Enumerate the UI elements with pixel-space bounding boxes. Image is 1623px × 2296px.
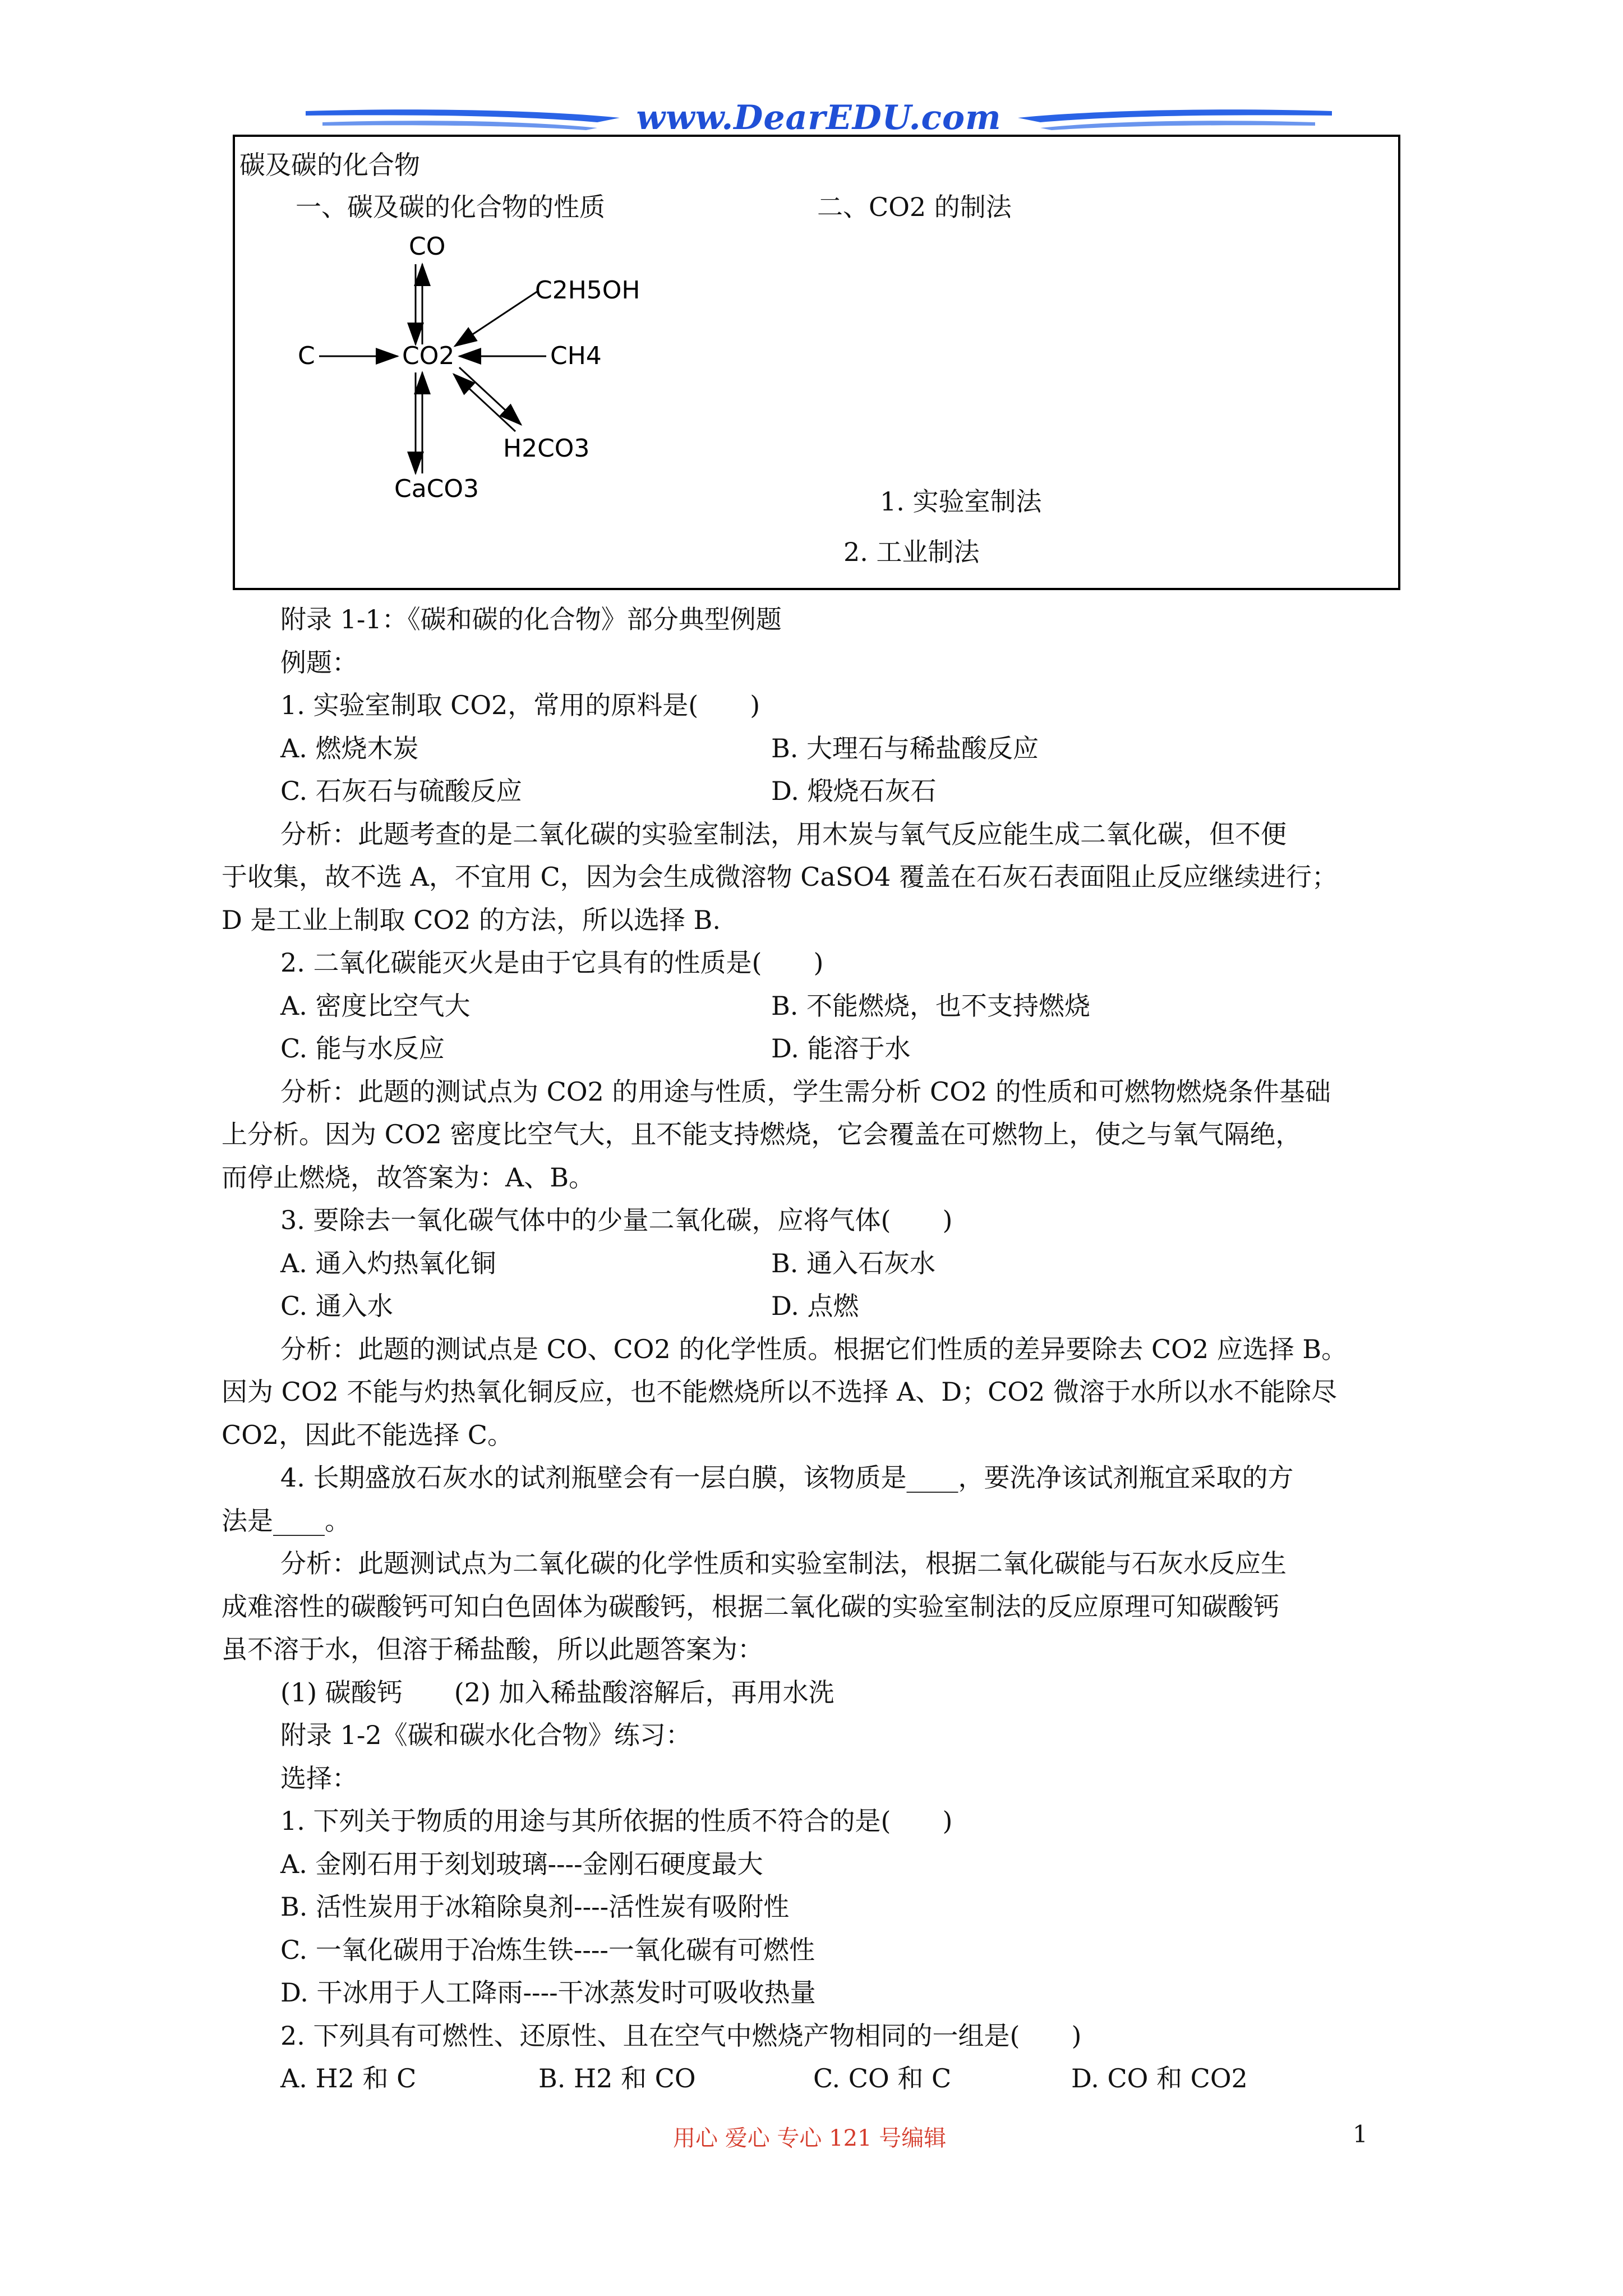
text-line: D 是工业上制取 CO2 的方法，所以选择 B. [222, 904, 721, 935]
box-heading-preparation: 二、CO2 的制法 [817, 192, 1012, 222]
text-line: 分析：此题考查的是二氧化碳的实验室制法，用木炭与氧气反应能生成二氧化碳，但不便 [280, 818, 1287, 849]
site-logo: www.DearEDU.com [636, 98, 1002, 137]
label-c: C [298, 342, 315, 370]
label-h2co3: H2CO3 [503, 434, 590, 463]
text-line: 例题： [280, 647, 358, 678]
footer-text: 用心 爱心 专心 121 号编辑 [673, 2125, 947, 2151]
option-text: C. CO 和 C [813, 2063, 952, 2093]
text-line: 附录 1-1：《碳和碳的化合物》部分典型例题 [280, 604, 782, 634]
label-ch4: CH4 [550, 342, 602, 370]
text-line: 因为 CO2 不能与灼热氧化铜反应，也不能燃烧所以不选择 A、D；CO2 微溶于水所以水不能除尽 [222, 1377, 1337, 1407]
text-line: 选择： [280, 1763, 358, 1793]
text-line: 于收集，故不选 A，不宜用 C，因为会生成微溶物 CaSO4 覆盖在石灰石表面阻止反应继续进行； [222, 862, 1338, 892]
option-text: B. 不能燃烧，也不支持燃烧 [771, 990, 1091, 1021]
text-line: 4. 长期盛放石灰水的试剂瓶壁会有一层白膜，该物质是____，要洗净该试剂瓶宜采取的方 [280, 1462, 1294, 1493]
method-industrial: 2. 工业制法 [843, 537, 980, 567]
label-co2: CO2 [402, 342, 455, 370]
arrow-co2-h2co3 [459, 367, 521, 425]
summary-box [233, 135, 1400, 590]
option-text: A. 燃烧木炭 [280, 733, 419, 763]
box-heading-properties: 一、碳及碳的化合物的性质 [296, 192, 605, 222]
text-line: 2. 二氧化碳能灭火是由于它具有的性质是( ) [280, 947, 824, 978]
text-line: 而停止燃烧，故答案为：A、B。 [222, 1162, 595, 1193]
option-text: A. H2 和 C [280, 2063, 417, 2093]
text-line: C. 一氧化碳用于冶炼生铁----一氧化碳有可燃性 [280, 1934, 815, 1965]
option-text: B. 大理石与稀盐酸反应 [771, 733, 1039, 763]
text-line: 1. 下列关于物质的用途与其所依据的性质不符合的是( ) [280, 1806, 953, 1836]
option-text: D. CO 和 CO2 [1071, 2063, 1248, 2093]
option-text: A. 密度比空气大 [280, 990, 471, 1021]
arrow-h2co3-co2 [454, 374, 515, 431]
option-text: D. 能溶于水 [771, 1033, 911, 1064]
text-line: CO2，因此不能选择 C。 [222, 1419, 513, 1450]
text-line: 3. 要除去一氧化碳气体中的少量二氧化碳，应将气体( ) [280, 1205, 953, 1235]
text-line: B. 活性炭用于冰箱除臭剂----活性炭有吸附性 [280, 1892, 790, 1922]
arrow-c2h5oh-co2 [455, 291, 538, 346]
text-line: 分析：此题测试点为二氧化碳的化学性质和实验室制法，根据二氧化碳能与石灰水反应生 [280, 1548, 1287, 1579]
text-line: A. 金刚石用于刻划玻璃----金刚石硬度最大 [280, 1848, 763, 1879]
text-line: (1) 碳酸钙 (2) 加入稀盐酸溶解后，再用水洗 [280, 1677, 834, 1708]
option-text: B. 通入石灰水 [771, 1248, 936, 1278]
option-text: D. 煅烧石灰石 [771, 776, 937, 806]
text-line: 附录 1-2《碳和碳水化合物》练习： [280, 1720, 691, 1750]
carbon-relationship-diagram [291, 229, 908, 510]
text-line: D. 干冰用于人工降雨----干冰蒸发时可吸收热量 [280, 1977, 816, 2008]
text-line: 分析：此题的测试点为 CO2 的用途与性质，学生需分析 CO2 的性质和可燃物燃烧条件基础 [280, 1076, 1331, 1107]
text-line: 1. 实验室制取 CO2，常用的原料是( ) [280, 690, 760, 720]
label-c2h5oh: C2H5OH [535, 276, 640, 305]
option-text: B. H2 和 CO [538, 2063, 696, 2093]
option-text: C. 石灰石与硫酸反应 [280, 776, 522, 806]
text-line: 成难溶性的碳酸钙可知白色固体为碳酸钙，根据二氧化碳的实验室制法的反应原理可知碳酸钙 [222, 1591, 1279, 1622]
method-lab: 1. 实验室制法 [880, 486, 1042, 517]
text-line: 2. 下列具有可燃性、还原性、且在空气中燃烧产物相同的一组是( ) [280, 2020, 1082, 2051]
option-text: D. 点燃 [771, 1291, 859, 1321]
text-line: 虽不溶于水，但溶于稀盐酸，所以此题答案为： [222, 1634, 763, 1664]
text-line: 法是____。 [222, 1505, 351, 1536]
option-text: C. 能与水反应 [280, 1033, 445, 1064]
option-text: A. 通入灼热氧化铜 [280, 1248, 496, 1278]
label-caco3: CaCO3 [394, 475, 479, 503]
page-number: 1 [1353, 2120, 1368, 2148]
option-text: C. 通入水 [280, 1291, 393, 1321]
text-line: 分析：此题的测试点是 CO、CO2 的化学性质。根据它们性质的差异要除去 CO2 应选择 B。 [280, 1333, 1348, 1364]
label-co: CO [409, 232, 446, 261]
text-line: 上分析。因为 CO2 密度比空气大，且不能支持燃烧，它会覆盖在可燃物上，使之与氧气隔绝， [222, 1119, 1302, 1149]
box-title: 碳及碳的化合物 [239, 150, 420, 180]
